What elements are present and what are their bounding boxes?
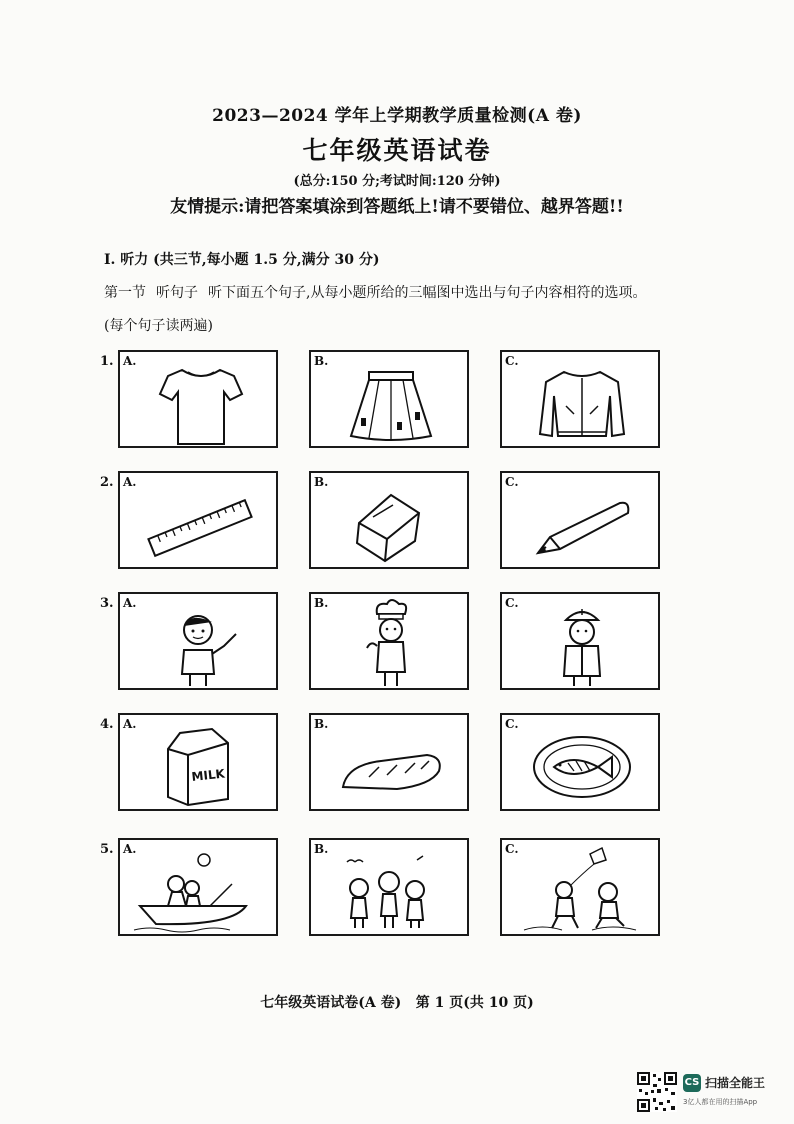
option-letter: B. (314, 717, 329, 731)
part-name: 听句子 (156, 285, 198, 301)
option-2a[interactable] (118, 471, 278, 569)
scanner-app-name: 扫描全能王 (705, 1076, 766, 1090)
option-5b[interactable] (309, 838, 469, 936)
subject-title: 七年级英语试卷 (302, 136, 492, 165)
option-2c[interactable] (500, 471, 660, 569)
part-instruction: 听下面五个句子,从每小题所给的三幅图中选出与句子内容相符的选项。 (208, 285, 647, 301)
ruler-icon (120, 473, 280, 571)
option-letter: A. (123, 842, 137, 856)
option-letter: A. (123, 596, 137, 610)
option-letter: A. (123, 717, 137, 731)
option-5a[interactable] (118, 838, 278, 936)
eraser-icon (311, 473, 471, 571)
option-letter: B. (314, 475, 329, 489)
option-letter: C. (505, 717, 519, 731)
part-label: 第一节 (104, 285, 146, 301)
t-shirt-icon (120, 352, 280, 450)
question-3-number: 3. (100, 596, 114, 611)
milk-label: MILK (190, 766, 226, 784)
option-letter: C. (505, 354, 519, 368)
option-letter: A. (123, 475, 137, 489)
chef-icon (311, 594, 471, 692)
option-3a[interactable] (118, 592, 278, 690)
exam-title: 2023—2024 学年上学期教学质量检测(A 卷) (212, 106, 582, 126)
teacher-icon (120, 594, 280, 692)
page-footer: 七年级英语试卷(A 卷) 第 1 页(共 10 页) (260, 995, 534, 1011)
option-5c[interactable] (500, 838, 660, 936)
milk-carton-icon (120, 715, 280, 813)
option-1b[interactable] (309, 350, 469, 448)
question-5-number: 5. (100, 842, 114, 857)
option-4c[interactable] (500, 713, 660, 811)
part-note: (每个句子读两遍) (104, 318, 213, 334)
option-letter: C. (505, 596, 519, 610)
option-letter: A. (123, 354, 137, 368)
jacket-icon (502, 352, 662, 450)
fish-plate-icon (502, 715, 662, 813)
option-letter: B. (314, 596, 329, 610)
option-3b[interactable] (309, 592, 469, 690)
section-heading: I. 听力 (共三节,每小题 1.5 分,满分 30 分) (104, 252, 380, 268)
singing-icon (311, 840, 471, 938)
question-4-number: 4. (100, 717, 114, 732)
skirt-icon (311, 352, 471, 450)
option-1a[interactable] (118, 350, 278, 448)
option-1c[interactable] (500, 350, 660, 448)
flying-kite-icon (502, 840, 662, 938)
bread-icon (311, 715, 471, 813)
score-info: (总分:150 分;考试时间:120 分钟) (293, 174, 501, 189)
question-1-number: 1. (100, 354, 114, 369)
question-2-number: 2. (100, 475, 114, 490)
option-4b[interactable] (309, 713, 469, 811)
boating-icon (120, 840, 280, 938)
qr-code-icon (637, 1072, 677, 1112)
option-letter: B. (314, 842, 329, 856)
scanner-tagline: 3亿人都在用的扫描App (683, 1098, 758, 1106)
answer-notice: 友情提示:请把答案填涂到答题纸上!请不要错位、越界答题!! (170, 197, 624, 217)
option-2b[interactable] (309, 471, 469, 569)
option-letter: C. (505, 842, 519, 856)
doctor-icon (502, 594, 662, 692)
option-letter: B. (314, 354, 329, 368)
part-instruction-line (104, 282, 646, 302)
option-4a[interactable] (118, 713, 278, 811)
option-letter: C. (505, 475, 519, 489)
scanner-logo: CS (683, 1074, 701, 1092)
option-3c[interactable] (500, 592, 660, 690)
pencil-icon (502, 473, 662, 571)
